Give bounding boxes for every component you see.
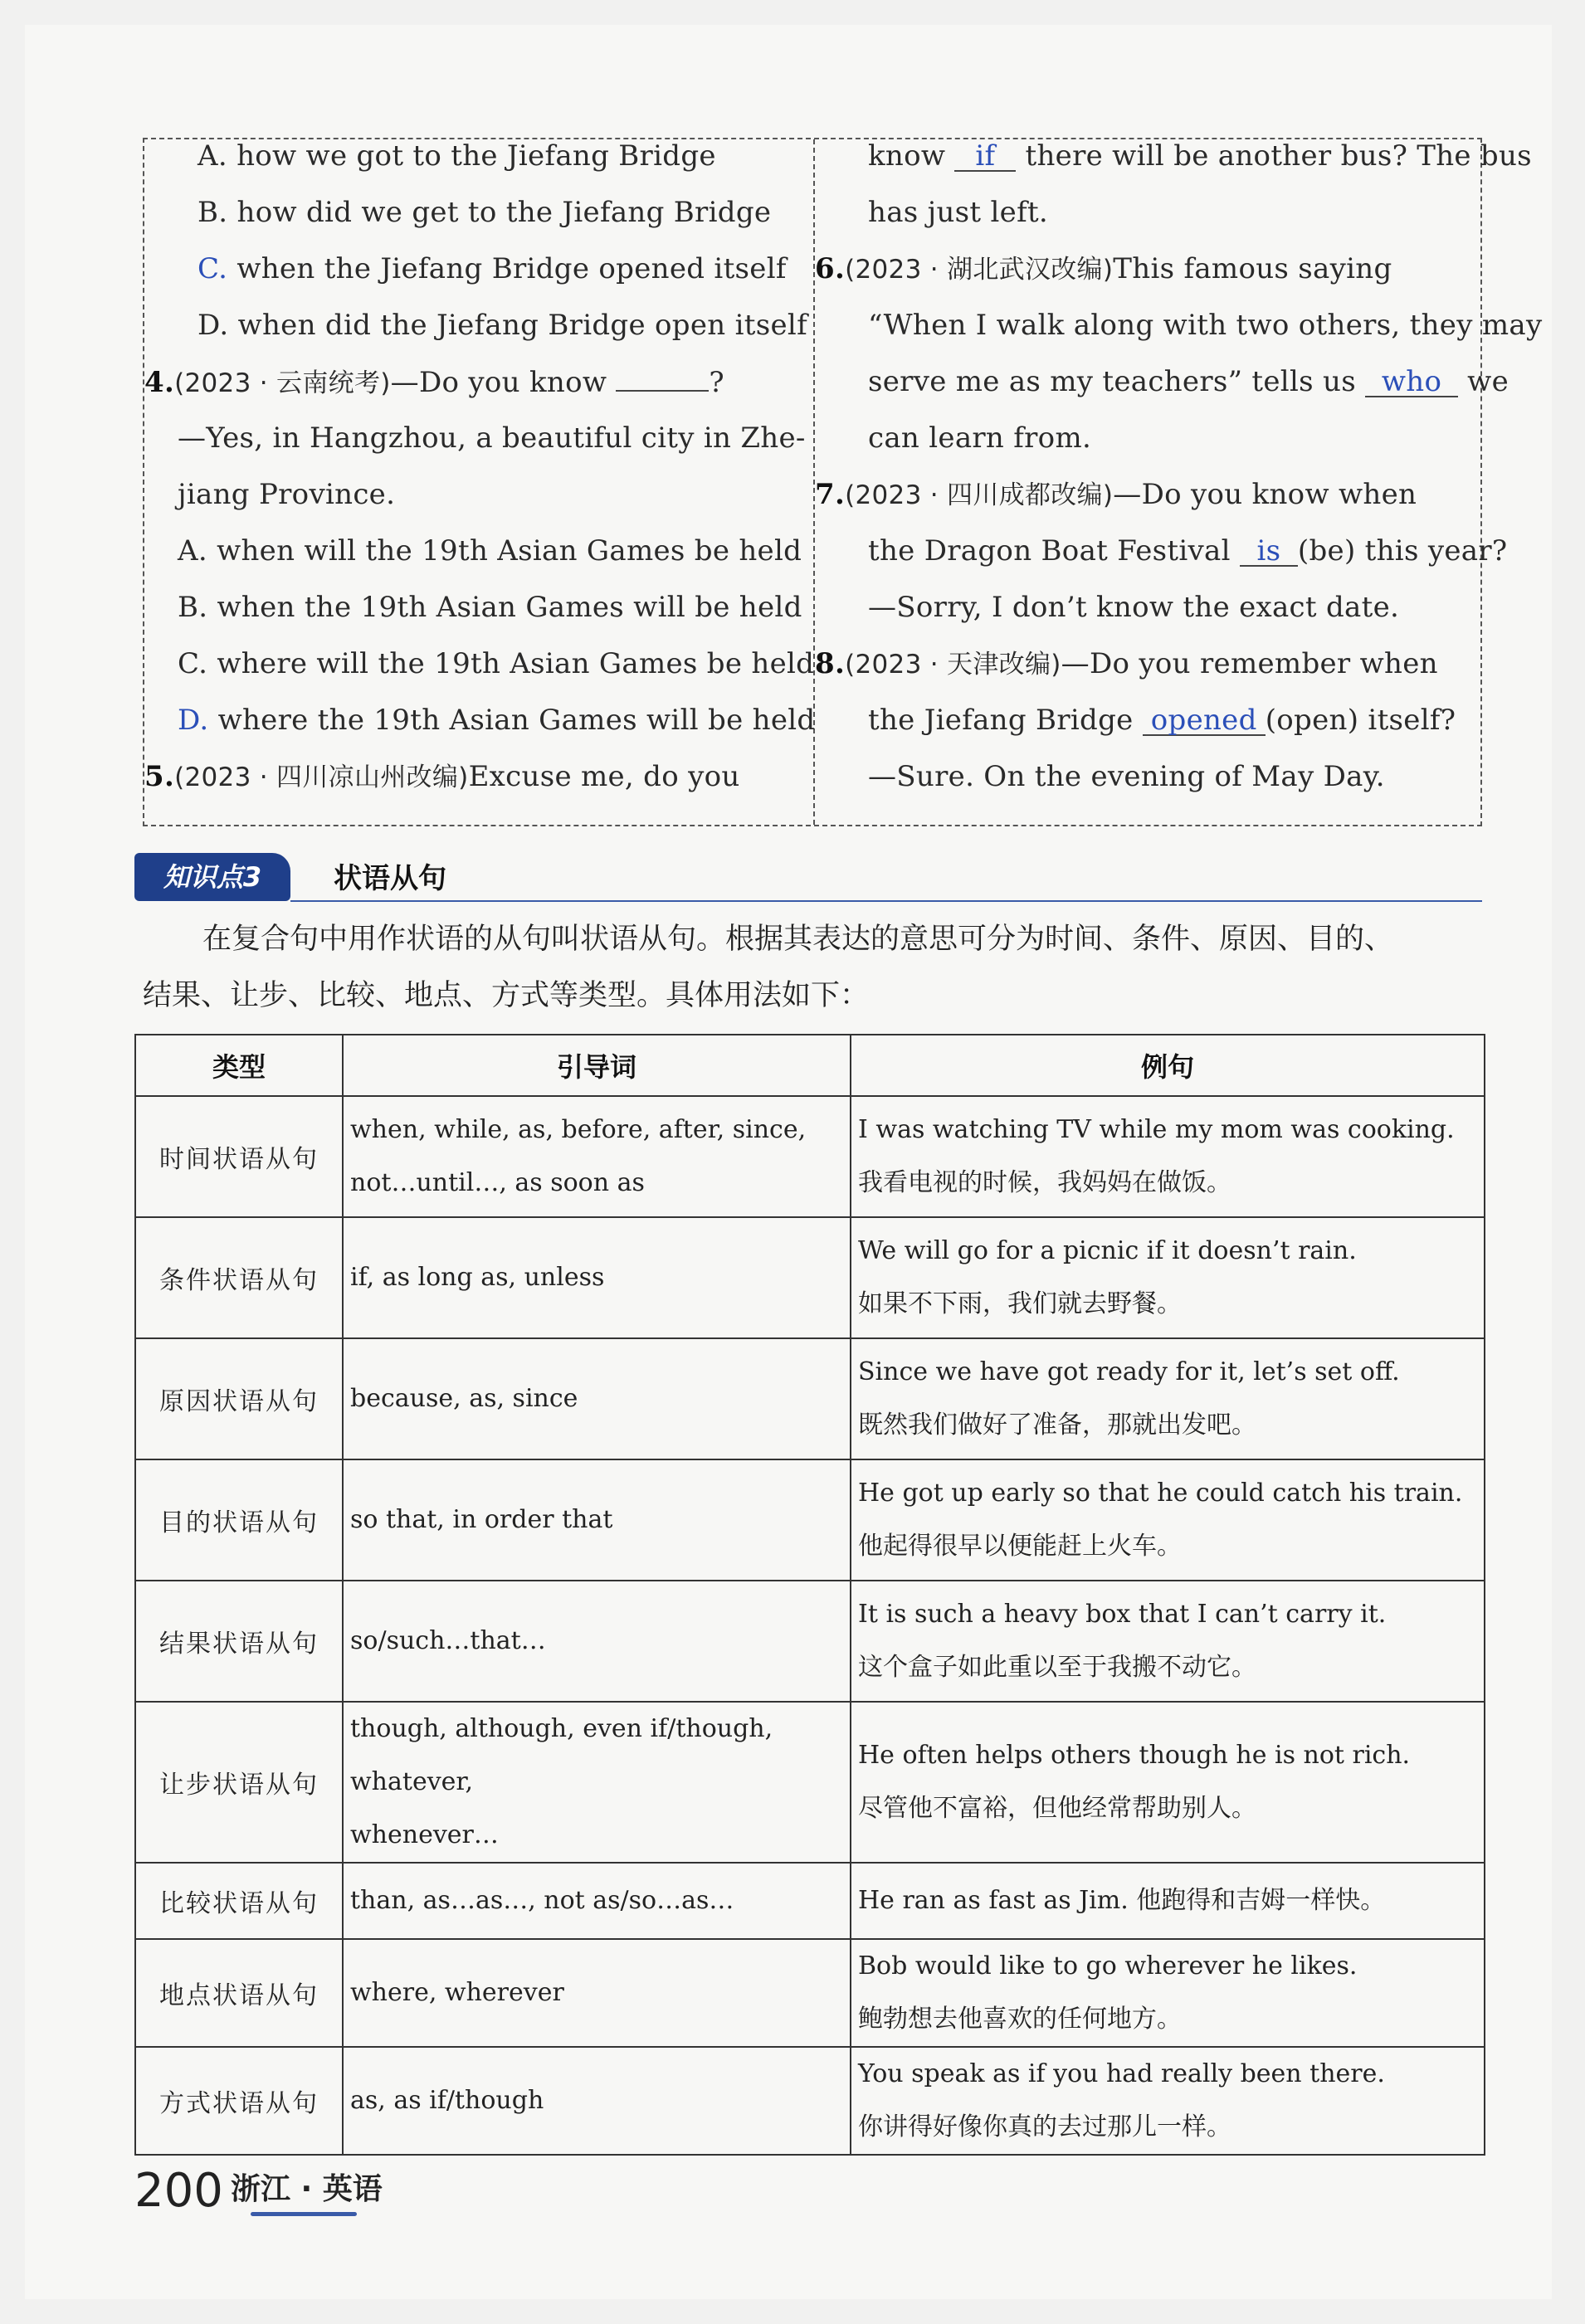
q8-line-3: —Sure. On the evening of May Day. — [868, 760, 1385, 793]
row-type: 地点状语从句 — [135, 1939, 343, 2047]
book-title: 浙江 · 英语 — [231, 2172, 383, 2206]
q6-source: (2023 · 湖北武汉改编) — [845, 255, 1114, 285]
q6-answer: who — [1365, 368, 1458, 397]
q8-line-2: the Jiefang Bridge opened (open) itself? — [868, 704, 1456, 737]
row-type: 条件状语从句 — [135, 1217, 343, 1338]
table-row — [135, 1459, 1485, 1581]
q7-stem: 7.(2023 · 四川成都改编)—Do you know when — [815, 478, 1417, 511]
q8-stem: 8.(2023 · 天津改编)—Do you remember when — [815, 647, 1438, 680]
row-intro: where, wherever — [343, 1939, 851, 2047]
intro-paragraph-line-1: 在复合句中用作状语的从句叫状语从句。根据其表达的意思可分为时间、条件、原因、目的、 — [202, 923, 1394, 956]
table-row — [135, 1939, 1485, 2047]
q7-answer: is — [1240, 537, 1298, 567]
q4-option-a: A. when will the 19th Asian Games be held — [178, 534, 802, 568]
q7-source: (2023 · 四川成都改编) — [845, 480, 1114, 510]
q3-option-a: A. how we got to the Jiefang Bridge — [198, 139, 716, 173]
row-type: 结果状语从句 — [135, 1581, 343, 1702]
table-header-row — [135, 1035, 1485, 1096]
q4-option-b: B. when the 19th Asian Games will be held — [178, 591, 802, 624]
intro-paragraph-line-2: 结果、让步、比较、地点、方式等类型。具体用法如下： — [143, 979, 870, 1012]
row-example: Since we have got ready for it, let’s set off. 既然我们做好了准备，那就出发吧。 — [851, 1338, 1485, 1459]
q5-continued-2: has just left. — [868, 196, 1049, 229]
knowledge-point-badge: 知识点3 — [134, 853, 290, 901]
row-intro: so/such…that… — [343, 1581, 851, 1702]
q7-line-3: —Sorry, I don’t know the exact date. — [868, 591, 1400, 624]
row-example: It is such a heavy box that I can’t carry it. 这个盒子如此重以至于我搬不动它。 — [851, 1581, 1485, 1702]
table-row — [135, 2047, 1485, 2155]
q7-line-2: the Dragon Boat Festival is (be) this year? — [868, 534, 1508, 568]
row-intro: because, as, since — [343, 1338, 851, 1459]
row-example: He got up early so that he could catch his train. 他起得很早以便能赶上火车。 — [851, 1459, 1485, 1581]
q4-correct-letter: D. — [178, 704, 209, 737]
header-example: 例句 — [851, 1035, 1485, 1096]
row-type: 原因状语从句 — [135, 1338, 343, 1459]
q5-continued: know if there will be another bus? The bus — [868, 139, 1532, 173]
q4-option-d: D. where the 19th Asian Games will be held — [178, 704, 816, 737]
table-row — [135, 1581, 1485, 1702]
q7-number: 7. — [815, 478, 846, 511]
q3-correct-letter: C. — [198, 252, 228, 285]
q6-stem: 6.(2023 · 湖北武汉改编)This famous saying — [815, 252, 1392, 285]
q8-source: (2023 · 天津改编) — [845, 650, 1061, 680]
adverbial-clause-table — [134, 1034, 1485, 2156]
row-example: He ran as fast as Jim. 他跑得和吉姆一样快。 — [851, 1863, 1485, 1939]
table-row — [135, 1702, 1485, 1863]
row-intro: than, as…as…, not as/so…as… — [343, 1863, 851, 1939]
q8-answer: opened — [1143, 706, 1266, 736]
row-intro: as, as if/though — [343, 2047, 851, 2155]
header-type: 类型 — [135, 1035, 343, 1096]
row-intro: if, as long as, unless — [343, 1217, 851, 1338]
row-example: Bob would like to go wherever he likes. 鲍勃想去他喜欢的任何地方。 — [851, 1939, 1485, 2047]
q4-reply-2: jiang Province. — [178, 478, 396, 511]
table-row — [135, 1863, 1485, 1939]
q6-line-3: serve me as my teachers” tells us who we — [868, 365, 1509, 398]
q5-stem: 5.(2023 · 四川凉山州改编)Excuse me, do you — [144, 760, 740, 793]
q4-reply-1: —Yes, in Hangzhou, a beautiful city in Zhe- — [178, 421, 806, 455]
row-type: 目的状语从句 — [135, 1459, 343, 1581]
table-row — [135, 1338, 1485, 1459]
q6-number: 6. — [815, 252, 846, 285]
table-row — [135, 1217, 1485, 1338]
row-type: 方式状语从句 — [135, 2047, 343, 2155]
q4-blank — [616, 365, 709, 392]
q4-source: (2023 · 云南统考) — [174, 368, 391, 398]
q3-option-c: C. when the Jiefang Bridge opened itself — [198, 252, 787, 285]
row-example: You speak as if you had really been there. 你讲得好像你真的去过那儿一样。 — [851, 2047, 1485, 2155]
row-example: He often helps others though he is not rich. 尽管他不富裕，但他经常帮助别人。 — [851, 1702, 1485, 1863]
row-intro: so that, in order that — [343, 1459, 851, 1581]
q3-option-d: D. when did the Jiefang Bridge open itself — [198, 309, 807, 342]
q3-option-b: B. how did we get to the Jiefang Bridge — [198, 196, 772, 229]
header-intro: 引导词 — [343, 1035, 851, 1096]
q5-answer: if — [954, 142, 1016, 172]
q5-number: 5. — [144, 760, 175, 793]
row-type: 让步状语从句 — [135, 1702, 343, 1863]
footer-accent-bar — [251, 2212, 357, 2216]
exercise-box — [143, 138, 1543, 826]
q5-source: (2023 · 四川凉山州改编) — [174, 762, 469, 792]
row-example: We will go for a picnic if it doesn’t rain. 如果不下雨，我们就去野餐。 — [851, 1217, 1485, 1338]
row-example: I was watching TV while my mom was cooking. 我看电视的时候，我妈妈在做饭。 — [851, 1096, 1485, 1217]
row-intro: though, although, even if/though, whatever, whenever… — [343, 1702, 851, 1863]
q6-line-4: can learn from. — [868, 421, 1092, 455]
q8-number: 8. — [815, 647, 846, 680]
q4-stem: 4.(2023 · 云南统考)—Do you know ? — [144, 366, 724, 399]
section-rule — [290, 900, 1482, 902]
row-type: 比较状语从句 — [135, 1863, 343, 1939]
page-number: 200 — [134, 2164, 223, 2218]
q4-number: 4. — [144, 366, 175, 399]
section-title: 状语从句 — [334, 862, 446, 895]
q6-line-2: “When I walk along with two others, they may — [868, 309, 1543, 342]
row-intro: when, while, as, before, after, since, not…until…, as soon as — [343, 1096, 851, 1217]
row-type: 时间状语从句 — [135, 1096, 343, 1217]
table-row — [135, 1096, 1485, 1217]
q4-option-c: C. where will the 19th Asian Games be held — [178, 647, 815, 680]
